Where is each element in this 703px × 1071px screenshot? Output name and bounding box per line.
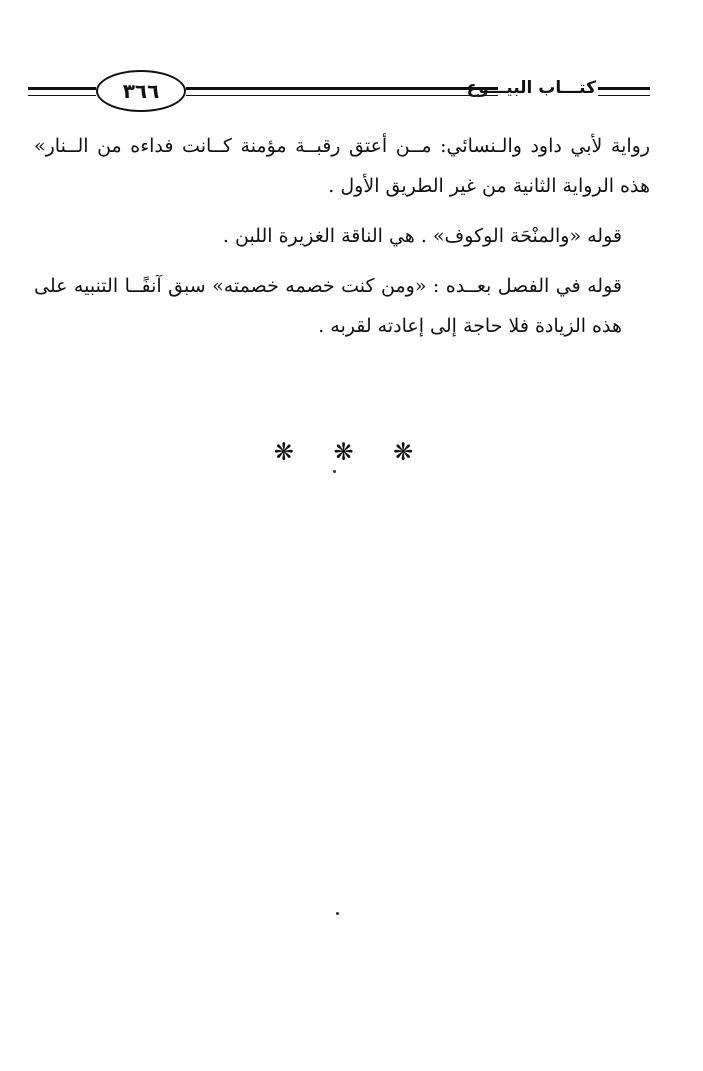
paragraph-3: قوله في الفصل بعــده : «ومن كنت خصمه خصمته» سبق آنفًــا التنبيه على هذه الزيادة فلا حاجة إلى إعادته لقربه . (34, 275, 622, 337)
scan-speck (333, 470, 336, 473)
page-number-badge (96, 70, 186, 112)
paragraph-1: رواية لأبي داود والـنسائي: مــن أعتق رقبــة مؤمنة كــانت فداءه من الــنار» هذه الرواية الثانية من غير الطريق الأول . (34, 135, 650, 197)
page-number: ٣٦٦ (122, 79, 160, 103)
scan-speck (336, 912, 339, 915)
header-rule-left (28, 87, 96, 96)
page-header (28, 70, 650, 116)
running-head-title: كتـــاب البيـــوع (466, 78, 596, 98)
header-rule-middle (186, 87, 498, 96)
section-separator: ❋ ❋ ❋ (273, 438, 430, 466)
header-rule-right (598, 87, 650, 96)
page-body (34, 126, 650, 356)
paragraph-2: قوله «والمنْحَة الوكوف» . هي الناقة الغزيرة اللبن . (222, 225, 622, 247)
